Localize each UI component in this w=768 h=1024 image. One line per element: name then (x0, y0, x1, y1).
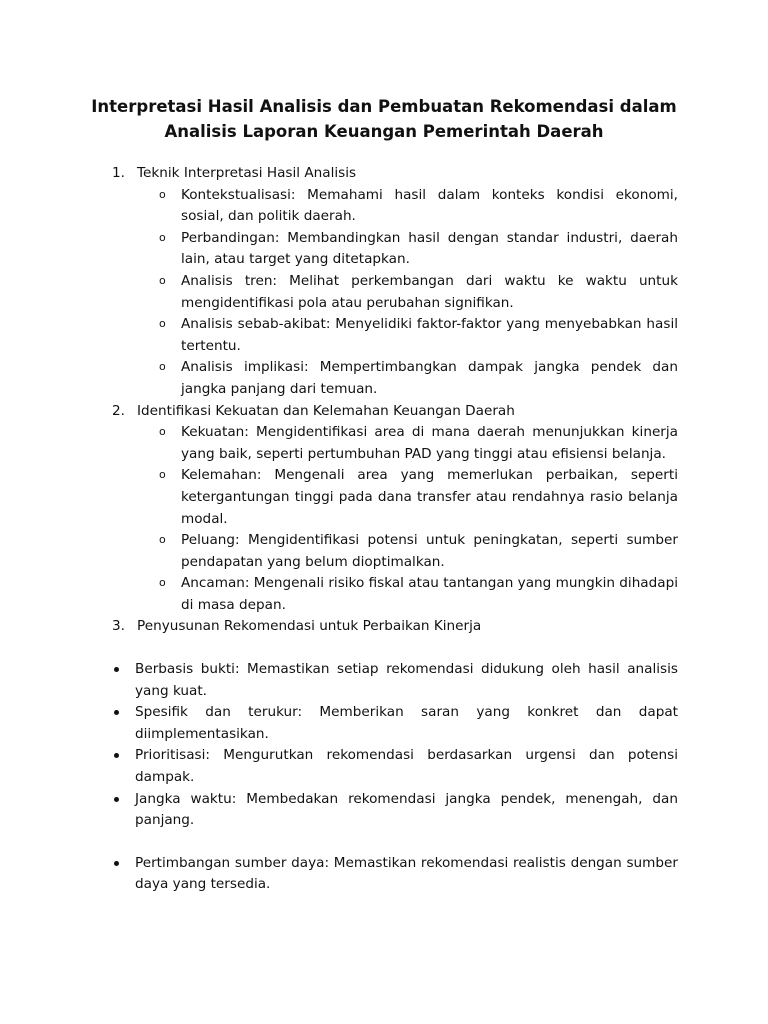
section-heading: Identifikasi Kekuatan dan Kelemahan Keuangan Daerah (137, 402, 515, 419)
section-heading: Penyusunan Rekomendasi untuk Perbaikan Kinerja (137, 618, 482, 635)
list-item: o Analisis implikasi: Mempertimbangkan dampak jangka pendek dan jangka panjang dari temuan. (181, 357, 678, 400)
bullet-list-2 (0, 853, 768, 896)
list-item: o Perbandingan: Membandingkan hasil dengan standar industri, daerah lain, atau target yang ditetapkan. (181, 228, 678, 271)
list-item: Jangka waktu: Membedakan rekomendasi jangka pendek, menengah, dan panjang. (135, 789, 678, 832)
circle-bullet-icon: o (159, 533, 166, 547)
sub-list-1 (0, 185, 768, 401)
numbered-item-3 (0, 616, 678, 638)
bullet-dot-icon (114, 710, 119, 715)
circle-bullet-icon: o (159, 317, 166, 331)
circle-bullet-icon: o (159, 468, 166, 482)
circle-bullet-icon: o (159, 273, 166, 287)
spacer (0, 638, 768, 659)
numbered-item-2 (0, 401, 678, 423)
section-heading: Teknik Interpretasi Hasil Analisis (137, 165, 357, 181)
title-line-2: Analisis Laporan Keuangan Pemerintah Daerah (164, 122, 604, 141)
list-item: Spesifik dan terukur: Memberikan saran yang konkret dan dapat diimplementasikan. (135, 702, 678, 745)
list-item: o Analisis tren: Melihat perkembangan dari waktu ke waktu untuk mengidentifikasi pola atau perubahan signifikan. (181, 271, 678, 314)
bullet-dot-icon (114, 797, 119, 802)
bullet-dot-icon (114, 667, 119, 672)
list-item: o Peluang: Mengidentifikasi potensi untuk peningkatan, seperti sumber pendapatan yang belum dioptimalkan. (181, 530, 678, 573)
list-item: Pertimbangan sumber daya: Memastikan rekomendasi realistis dengan sumber daya yang tersedia. (135, 853, 678, 896)
list-item: o Kontekstualisasi: Memahami hasil dalam konteks kondisi ekonomi, sosial, dan politik daerah. (181, 185, 678, 228)
bullet-list (0, 659, 768, 832)
list-item: o Kekuatan: Mengidentifikasi area di mana daerah menunjukkan kinerja yang baik, seperti pertumbuhan PAD yang tinggi atau efisiensi belanja. (181, 422, 678, 465)
document-title (60, 94, 708, 144)
sub-list-2 (0, 422, 768, 616)
list-item: Prioritisasi: Mengurutkan rekomendasi berdasarkan urgensi dan potensi dampak. (135, 745, 678, 788)
list-item: o Analisis sebab-akibat: Menyelidiki faktor-faktor yang menyebabkan hasil tertentu. (181, 314, 678, 357)
bullet-dot-icon (114, 753, 119, 758)
circle-bullet-icon: o (159, 425, 166, 439)
item-number: 3. (112, 618, 125, 635)
bullet-dot-icon (114, 861, 119, 866)
title-line-1: Interpretasi Hasil Analisis dan Pembuatan Rekomendasi dalam (91, 97, 677, 116)
list-item: o Ancaman: Mengenali risiko fiskal atau tantangan yang mungkin dihadapi di masa depan. (181, 573, 678, 616)
list-item: o Kelemahan: Mengenali area yang memerlukan perbaikan, seperti ketergantungan tinggi pada dana transfer atau rendahnya rasio belanja modal. (181, 465, 678, 530)
list-item: Berbasis bukti: Memastikan setiap rekomendasi didukung oleh hasil analisis yang kuat. (135, 659, 678, 702)
circle-bullet-icon: o (159, 230, 166, 244)
circle-bullet-icon: o (159, 576, 166, 590)
circle-bullet-icon: o (159, 187, 166, 201)
circle-bullet-icon: o (159, 360, 166, 374)
numbered-item-1 (0, 163, 678, 185)
document-body (0, 163, 768, 896)
item-number: 2. (112, 402, 125, 419)
spacer (0, 832, 768, 853)
item-number: 1. (112, 165, 125, 181)
